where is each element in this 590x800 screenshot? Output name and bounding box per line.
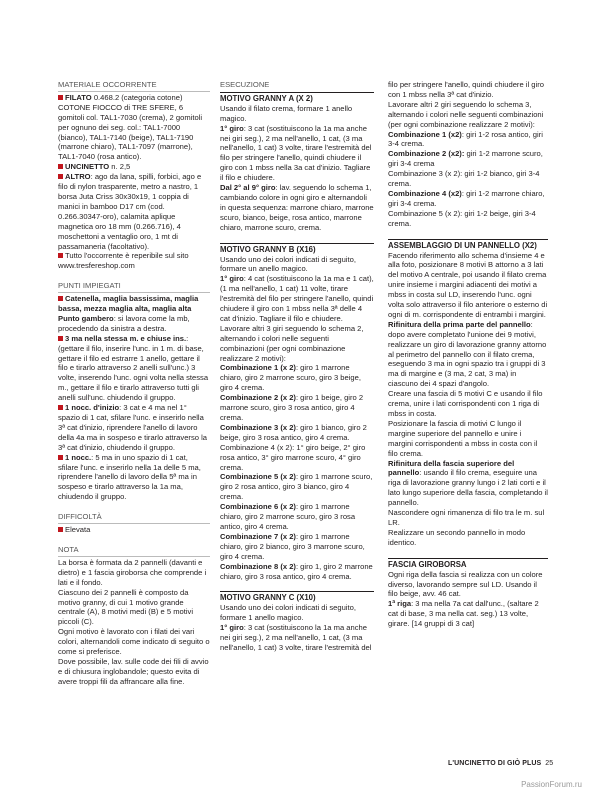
nota-paragraph: Dove possibile, lav. sulle code dei fili di avvio e di chiusura inglobandole; questo evita di avere troppi fili da affrancare alla fine. — [58, 656, 209, 686]
watermark: PassionForum.ru — [521, 780, 582, 789]
punti-heading: PUNTI IMPIEGATI — [58, 281, 210, 293]
bullet-square-icon — [58, 174, 63, 179]
assemblaggio-paragraph: Creare una fascia di 5 motivi C e usando il filo crema, unire i lati corrispondenti con 1 riga di mbss in costa. — [388, 389, 543, 418]
motivo-c-paragraph: Lavorare altri 2 giri seguendo lo schema 3, alternando i colori nelle seguenti combinazioni (per ogni combinazione realizzare 2 motivi): — [388, 99, 544, 129]
filato-item: FILATO 0.468.2 (categoria cotone) COTONE FIOCCO di TRE SFERE, 6 gomitoli col. TAL1-7030 (crema), 2 gomitoli per ognuno dei seg. col.: TAL1-7000 (bianco), TAL1-7140 (beige), TAL1-7190 (marrone chiaro), TAL1-7097 (marrone), TAL1-7040 (rosa antico). — [58, 92, 203, 162]
c-combinazione-2: Combinazione 2 (x2): giri 1-2 marrone scuro, giri 3-4 crema — [388, 149, 543, 169]
combinazione-6: Combinazione 6 (x 2): giro 1 marrone chiaro, giro 2 marrone scuro, giro 3 rosa antico, giro 4 crema. — [220, 502, 356, 531]
motivo-b-heading: MOTIVO GRANNY B (X16) — [220, 243, 374, 255]
esecuzione-heading: ESECUZIONE — [220, 80, 270, 89]
combinazione-8: Combinazione 8 (x 2): giro 1, giro 2 marrone chiaro, giro 3 rosa antico, giro 4 crema. — [220, 561, 373, 581]
nocc-item: 1 nocc.: 5 ma in uno spazio di 1 cat, sfilare l'unc. e inserirlo nella 1a delle 5 ma, riprendere l'anello di lavoro della 5ª ma in sospeso e tirarlo attraverso la 1a ma, chiudendo il gruppo. — [58, 452, 201, 502]
motivo-c-continued: filo per stringere l'anello, quindi chiudere il giro con 1 mbss nella 3ª cat d'inizio. — [388, 80, 544, 99]
motivo-b-intro: Usando uno dei colori indicati di seguito, formare un anello magico. — [220, 254, 356, 274]
altro-item: ALTRO: ago da lana, spilli, forbici, ago e filo di nylon trasparente, metro a nastro, 1 borsa Juta Criss 30x30x19, 1 coppia di manici in bamboo D17 cm (cod. 0.266.30347-oro), calamita aplique magnetica oro 18 mm (0.266.716), 4 moschettoni a ventaglio oro, 1 mt di passamaneria (facoltativo). — [58, 172, 202, 251]
magazine-name: L'UNCINETTO DI GIÒ PLUS — [448, 760, 542, 767]
motivo-a-giro-1: 1° giro: 3 cat (sostituiscono la 1a ma anche nei giri seg.), 2 ma nell'anello, 1 cat, (3 ma nell'anello, 1 cat) 3 volte, tirare l'estremità del filo per stringere l'anello, quindi chiudere il giro con 1 mbss nella 3a cat d'inizio. Tagliare il filo e chiudere. — [220, 123, 372, 183]
bullet-square-icon — [58, 253, 63, 258]
fascia-paragraph: Ogni riga della fascia si realizza con un colore diverso, lavorando sempre sul LD. Usando il filo beige, avv. 46 cat. — [388, 569, 543, 599]
motivo-b-giro-1: 1° giro: 4 cat (sostituiscono la 1a ma e 1 cat), (1 ma nell'anello, 1 cat) 11 volte, tirare l'estremità del filo per stringere l'anello, quindi chiudere il giro con 1 mbss nella 3ª delle 4 cat d'inizio. Tagliare il filo e chiudere. — [220, 274, 374, 323]
assemblaggio-paragraph: Posizionare la fascia di motivi C lungo il margine superiore del pannello e unire i margini corrispondenti a mbss in costa con il filo crema. — [388, 418, 538, 458]
combinazione-7: Combinazione 7 (x 2): giro 1 marrone chiaro, giro 2 bianco, giro 3 marrone scuro, giro 4 crema. — [220, 531, 365, 561]
combinazione-1: Combinazione 1 (x 2): giro 1 marrone chiaro, giro 2 marrone scuro, giro 3 beige, giro 4 crema. — [220, 363, 361, 393]
bullet-square-icon — [58, 95, 63, 100]
assemblaggio-paragraph: Nascondere ogni rimanenza di filo tra le m. sul LR. — [388, 508, 545, 527]
motivo-a-intro: Usando il filato crema, formare 1 anello magico. — [220, 103, 353, 123]
motivo-b-paragraph: Lavorare altri 3 giri seguendo lo schema 2, alternando i colori nelle seguenti combinazioni (per ogni combinazione realizzare 2 motivi): — [220, 323, 364, 363]
nota-paragraph: La borsa è formata da 2 pannelli (davanti e dietro) e 1 fascia giroborsa che comprende i lati e il fondo. — [58, 557, 207, 587]
motivo-c-heading: MOTIVO GRANNY C (X10) — [220, 591, 374, 603]
difficolta-value: Elevata — [58, 525, 210, 535]
difficolta-heading: DIFFICOLTÀ — [58, 512, 210, 524]
c-combinazione-5: Combinazione 5 (x 2): giri 1-2 beige, giri 3-4 crema. — [388, 208, 536, 228]
motivo-a-giri-2-9: Dal 2° al 9° giro: lav. seguendo lo schema 1, cambiando colore in ogni giro e alternandoli in questa sequenza: marrone chiaro, marrone scuro, bianco, beige, rosa antico, marrone chiaro, marrone scuro, crema. — [220, 183, 374, 232]
combinazione-2: Combinazione 2 (x 2): giro 1 beige, giro 2 marrone scuro, giro 3 rosa antico, giro 4 crema. — [220, 393, 364, 422]
page-footer — [448, 760, 553, 767]
combinazione-5: Combinazione 5 (x 2): giro 1 marrone scuro, giro 2 rosa antico, giro 3 bianco, giro 4 crema. — [220, 472, 373, 502]
assemblaggio-heading: ASSEMBLAGGIO DI UN PANNELLO (X2) — [388, 239, 548, 251]
punti-list: Catenella, maglia bassissima, maglia bassa, mezza maglia alta, maglia alta Punto gambero: si lavora come la mb, procedendo da sinistra a destra. — [58, 294, 199, 333]
column-assemblaggio — [388, 80, 548, 629]
column-materials — [58, 80, 210, 687]
motivo-c-giro-1: 1° giro: 3 cat (sostituiscono la 1a ma anche nei giri seg.), 2 ma nell'anello, 1 cat, (3 ma nell'anello, 1 cat) 3 volte, tirare l'estremità del — [220, 623, 372, 652]
bullet-square-icon — [58, 336, 63, 341]
bullet-square-icon — [58, 405, 63, 410]
nocc-inizio-item: 1 nocc. d'inizio: 3 cat e 4 ma nel 1° spazio di 1 cat, sfilare l'unc. e inserirlo nella 3ª cat d'inizio, riprendere l'anello di lavoro della 4a ma in sospeso e tirarlo attraverso la 3ª cat d'inizio, chiudendo il gruppo. — [58, 403, 207, 452]
reperibile-item: Tutto l'occorrente è reperibile sul sito www.tresfereshop.com — [58, 251, 189, 271]
bullet-square-icon — [58, 455, 63, 460]
combinazione-3: Combinazione 3 (x 2): giro 1 bianco, giro 2 beige, giro 3 rosa antico, giro 4 crema. Combinazione 4 (x 2): 1° giro beige, 2° giro rosa antico, 3° giro marrone scuro, 4° giro crema. — [220, 422, 367, 472]
assemblaggio-paragraph: Facendo riferimento allo schema d'insieme 4 e alla foto, posizionare 8 motivi B attorno a 3 lati del motivo A centrale, poi usando il filato crema unire insieme i margini adiacenti dei motivi a mbss in costa sul LD, inserendo l'unc. ogni volta solo attraverso il filo anteriore o esterno di ogni di m. corrispondente di entrambi i margini. — [388, 250, 548, 319]
motivo-a-heading: MOTIVO GRANNY A (X 2) — [220, 92, 374, 104]
motivo-c-intro: Usando uno dei colori indicati di seguito, formare 1 anello magico. — [220, 603, 356, 623]
nota-heading: NOTA — [58, 545, 210, 557]
materials-heading: MATERIALE OCCORRENTE — [58, 80, 210, 92]
rifinitura-prima-parte: Rifinitura della prima parte del pannello: dopo avere completato l'unione dei 9 motivi, realizzare un giro di lavorazione granny attorno al perimetro del pannello con il filato crema, eseguendo 3 ma in ogni spazio tra i gruppi di 3 ma di margine e (3 ma, 2 cat, 3 ma) in ciascuno dei 4 spazi d'angolo. — [388, 319, 547, 389]
nota-paragraph: Ogni motivo è lavorato con i filati dei vari colori, alternandoli come indicato di seguito o come si preferisce. — [58, 627, 210, 657]
c-combinazione-4: Combinazione 4 (x2): giri 1-2 marrone chiaro, giri 3-4 crema. — [388, 188, 545, 208]
c-combinazione-1: Combinazione 1 (x2): giri 1-2 rosa antico, giri 3-4 crema. — [388, 129, 543, 149]
page-number: 25 — [545, 760, 554, 767]
fascia-riga-1: 1ª riga: 3 ma nella 7a cat dall'unc., (saltare 2 cat di base, 3 ma nella cat. seg.) 13 volte, girare. [14 gruppi di 3 cat] — [388, 599, 539, 629]
column-esecuzione — [220, 80, 374, 653]
bullet-square-icon — [58, 527, 63, 532]
fascia-heading: FASCIA GIROBORSA — [388, 558, 548, 570]
nota-paragraph: Ciascuno dei 2 pannelli è composto da motivo granny, di cui 1 motivo grande centrale (A), 8 motivi medi (B) e 5 motivi piccoli (C). — [58, 587, 194, 627]
uncinetto-item: UNCINETTO n. 2,5 — [58, 162, 210, 172]
c-combinazione-3: Combinazione 3 (x 2): giri 1-2 bianco, giri 3-4 crema. — [388, 169, 540, 189]
tre-ma-item: 3 ma nella stessa m. e chiuse ins.: (gettare il filo, inserire l'unc. in 1 m. di base, gettare il filo ed estrarre 1 anello, gettare il filo e tirarlo attraverso 2 anelli sull'unc.) 3 volte, inserendo l'unc. ogni volta nella stessa m., gettare il filo e tirarlo attraverso tutti gli anelli sull'unc. chiudendo il gruppo. — [58, 333, 209, 403]
assemblaggio-paragraph: Realizzare un secondo pannello in modo identico. — [388, 527, 526, 547]
bullet-square-icon — [58, 164, 63, 169]
bullet-square-icon — [58, 296, 63, 301]
rifinitura-fascia-superiore: Rifinitura della fascia superiore del pannello: usando il filo crema, eseguire una riga di lavorazione granny lungo i 2 lati corti e il lato lungo superiore della fascia, completando il pannello. — [388, 458, 548, 508]
